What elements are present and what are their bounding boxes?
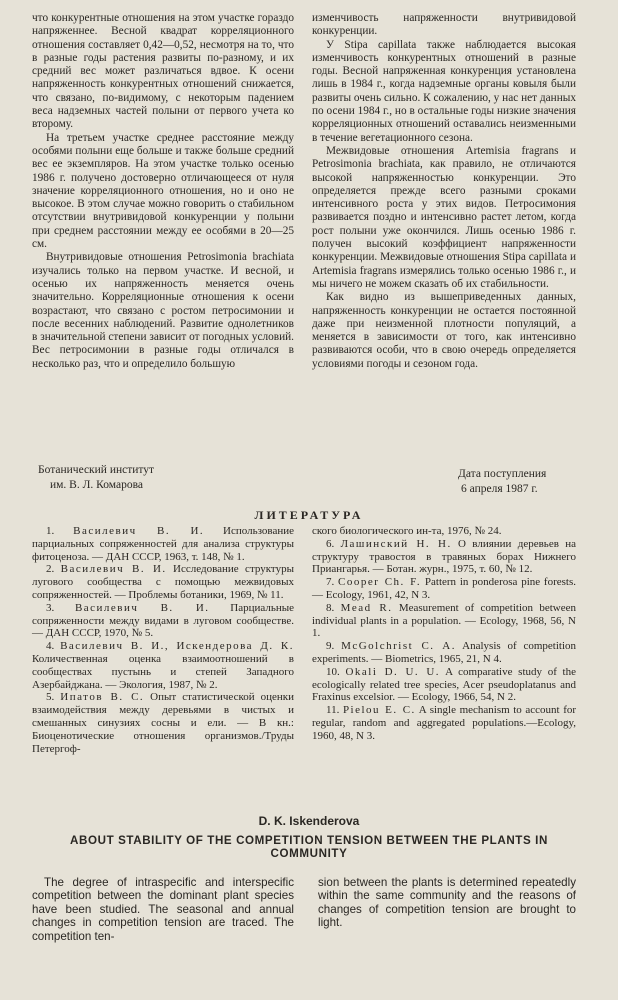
reference-text: ского биологического ин-та, 1976, № 24. (312, 525, 502, 537)
reference-number: 4. (46, 640, 61, 653)
affiliation (38, 463, 154, 493)
reference-author: Okali D. U. U. (345, 665, 441, 678)
abstract-text: The degree of intraspecific and interspecific competition between the dominant plant species have been studied. The seasonal and annual changes in competition tension are traced. The competition ten- (32, 876, 294, 943)
reference-author: Василевич В. И. (73, 525, 205, 537)
reference-author: Лашинский Н. Н. (340, 537, 452, 550)
paragraph: что конкурентные отношения на этом участке гораздо напряженнее. Весной квадрат корреляционного отношения составляет 0,42—0,52, несмотря на то, что в разные годы растения развиты по-разному, и их средний вес может различаться вдвое. К осени напряженность конкурентных отношений снижается, что связано, по-видимому, с некоторым падением веса надземных частей полыни от первого учета ко второму. (32, 12, 294, 131)
reference-number: 2. (46, 563, 61, 576)
references-left (32, 525, 294, 755)
reference-text: Исследование структуры лугового сообщества с помощью межвидовых сопряженностей. — Проблемы ботаники, 1969, № 11. (32, 563, 294, 601)
reference-item (312, 576, 576, 602)
received-label: Дата поступления (458, 468, 547, 480)
reference-author: Cooper Ch. F. (338, 576, 422, 589)
english-author: D. K. Iskenderova (258, 814, 360, 828)
reference-author: Pielou E. C. (342, 704, 416, 717)
text-column-right (312, 12, 576, 371)
reference-number: 7. (326, 576, 339, 589)
reference-text: Measurement of competition between individual plants in a population. — Ecology, 1968, 56, N 1. (312, 601, 576, 640)
reference-item (32, 602, 294, 640)
english-title: ABOUT STABILITY OF THE COMPETITION TENSION BETWEEN THE PLANTS IN COMMUNITY (70, 834, 548, 860)
reference-item (32, 563, 294, 601)
reference-number: 5. (46, 691, 61, 704)
reference-text: Опыт статистической оценки взаимодействия между деревьями в чистых и смешанных синузиях сосны и ели. — В кн.: Биоценотические отношения организмов./Труды Петергоф- (32, 691, 294, 755)
affiliation-line: им. В. Л. Комарова (50, 479, 143, 491)
reference-text: A single mechanism to account for regular, random and aggregated populations.—Ecology, 1960, 48, N 3. (312, 704, 577, 742)
reference-number: 6. (326, 537, 341, 550)
abstract-right (318, 876, 576, 930)
reference-author: Василевич В. И. (60, 563, 167, 576)
paragraph: Межвидовые отношения Artemisia fragrans и Petrosimonia brachiata, как правило, не отличаются высокой напряженностью конкуренции. Это определяется прежде всего разными сроками интенсивного роста у этих видов. Петросимония развивается поздно и интенсивно растет летом, когда рост полыни уже окончился. Лишь осенью 1986 г. получен высокий коэффициент напряженности конкуренции. Межвидовые отношения Stipa capillata и Artemisia fragrans измерялись только осенью 1986 г., и мы ничего не можем сказать об их стабильности. (312, 144, 576, 290)
reference-item (32, 691, 294, 755)
reference-text: О влиянии деревьев на структуру травостоя в травяных борах Нижнего Приангарья. — Ботан. журн., 1975, т. 60, № 12. (312, 537, 576, 576)
reference-number: 11. (326, 704, 343, 717)
reference-number: 1. (46, 525, 74, 537)
reference-item (312, 525, 576, 538)
reference-text: Pattern in ponderosa pine forests. — Ecology, 1961, 42, N 3. (312, 576, 576, 601)
received-value: 6 апреля 1987 г. (461, 483, 538, 495)
reference-item (32, 525, 294, 563)
received-date (458, 467, 546, 497)
reference-number: 8. (326, 601, 341, 614)
reference-item (312, 538, 576, 576)
reference-item (312, 666, 576, 704)
reference-number: 9. (326, 640, 342, 653)
reference-text: Количественная оценка взаимоотношений в сообществах пустынь и степей Западного Азербайджана. — Экология, 1987, № 2. (32, 652, 294, 691)
paragraph: Внутривидовые отношения Petrosimonia brachiata изучались только на первом участке. И весной, и осенью их напряженность меняется очень значительно. Корреляционные отношения к осени возрастают, что связано с ростом петросимонии и после весенних наблюдений. Развитие однолетников в значительной степени зависит от погодных условий. Вес петросимонии в разные годы отличался в несколько раз, что и определило большую (32, 251, 294, 370)
abstract-left (32, 876, 294, 943)
literature-heading: ЛИТЕРАТУРА (254, 508, 364, 522)
reference-author: Mead R. (340, 601, 393, 614)
reference-item (312, 640, 576, 666)
reference-number: 10. (326, 665, 346, 678)
reference-item (32, 640, 294, 691)
paragraph: изменчивость напряженности внутривидовой конкуренции. (312, 12, 576, 38)
affiliation-line: Ботанический институт (38, 464, 155, 476)
reference-text: Использование парциальных сопряженностей для анализа структуры фитоценоза. — ДАН СССР, 1963, т. 148, № 1. (32, 525, 294, 563)
reference-author: McGolchrist C. A. (341, 640, 456, 653)
reference-text: Парциальные сопряженности между видами в луговом сообществе. — ДАН СССР, 1970, № 5. (32, 601, 294, 640)
reference-author: Ипатов В. С. (60, 691, 145, 704)
abstract-text: sion between the plants is determined repeatedly within the same community and the reasons of changes of competition tension are brought to light. (318, 876, 576, 930)
paragraph: На третьем участке среднее расстояние между особями полыни еще больше и также больше средний вес ее экземпляров. На этом участке только осенью 1986 г. получено достоверно отличающееся от нуля значение корреляционного отношения, но и оно не высокое. В этом случае можно говорить о стабильном отсутствии внутривидовой конкуренции у полыни при среднем расстоянии между ее особями в 20—25 см. (32, 131, 294, 251)
reference-text: Analysis of competition experiments. — Biometrics, 1965, 21, N 4. (312, 640, 577, 665)
text-column-left (32, 12, 294, 371)
reference-text: A comparative study of the ecologically related tree species, Acer pseudoplatanus and Fraxinus excelsior. — Ecology, 1966, 54, N 2. (312, 665, 576, 704)
paragraph: У Stipa capillata также наблюдается высокая изменчивость конкурентных отношений в разные годы. Весной напряженная конкуренция установлена лишь в 1984 г., когда надземные органы ковыля были развиты очень сильно. К сожалению, у нас нет данных по осени 1984 г., но в остальные годы низкие значения корреляционных отношений оставались неизменными в течение вегетационного сезона. (312, 38, 576, 144)
paragraph: Как видно из вышеприведенных данных, напряженность конкуренции не остается постоянной даже при неизменной плотности популяций, а меняется в зависимости от того, как интенсивно развиваются особи, что в свою очередь определяется условиями погоды и сезоном года. (312, 291, 576, 370)
reference-item (312, 704, 576, 742)
reference-author: Василевич В. И., Искендерова Д. К. (60, 640, 295, 653)
reference-number: 3. (46, 601, 75, 614)
reference-author: Василевич В. И. (74, 601, 210, 614)
reference-item (312, 602, 576, 640)
references-right (312, 525, 576, 743)
